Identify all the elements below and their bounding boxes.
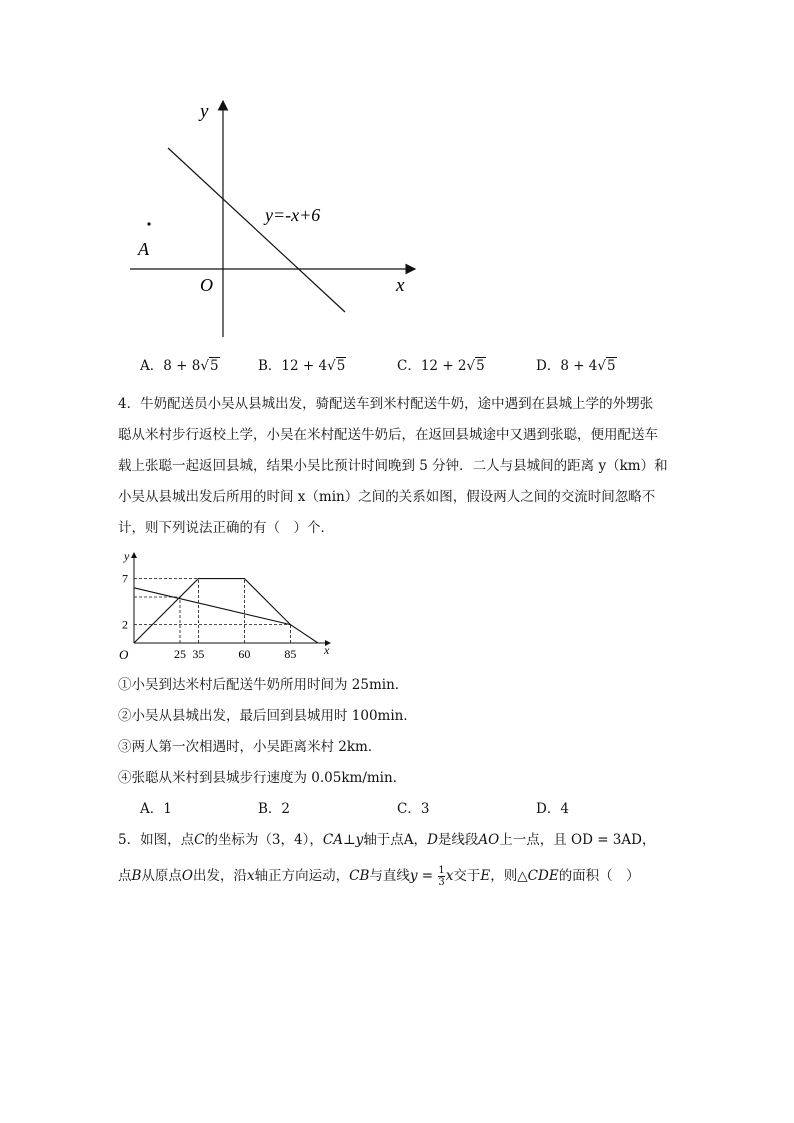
q4-text-line: 聪从米村步行返校上学，小吴在米村配送牛奶后，在返回县城途中又遇到张聪，便用配送车 (118, 427, 658, 443)
chart-origin-label: O (119, 647, 129, 662)
point-a-dot (147, 222, 150, 225)
q4-text-line: 计，则下列说法正确的有（ ）个． (118, 520, 334, 536)
origin-label: O (200, 275, 213, 295)
q4-option-c[interactable]: C．3 (397, 801, 430, 817)
q3-option-c[interactable]: C．12 + 2√5 (397, 358, 485, 374)
x-axis-label: x (396, 275, 405, 296)
sqrt-sign: √ (200, 358, 209, 374)
q5-line-1: 5．如图，点C的坐标为（3，4），CA⊥y轴于点A，D是线段AO上一点，且 OD = 3AD， (118, 832, 656, 848)
point-a-label: A (138, 239, 149, 259)
q3-option-d[interactable]: D．8 + 4√5 (536, 358, 616, 374)
chart-y-label: y (124, 549, 130, 563)
y-tick-7: 7 (122, 571, 128, 586)
x-tick-35: 35 (192, 647, 205, 661)
chart-x-label: x (324, 643, 330, 657)
q4-option-a[interactable]: A．1 (140, 801, 172, 817)
sqrt-sign: √ (466, 358, 476, 374)
sqrt-sign: √ (327, 358, 336, 374)
x-tick-85: 85 (284, 647, 297, 661)
line-y-neg-x-plus-6 (168, 148, 345, 312)
q4-text-line: 载上张聪一起返回县城，结果小吴比预计时间晚到 5 分钟．二人与县城间的距离 y（km）和 (118, 458, 668, 474)
q3-option-a[interactable]: A．8 + 8√5 (140, 358, 219, 374)
q5-line-2: 点B从原点O出发，沿x轴正方向运动，CB与直线y = $\frac{1}{3}$ x交于E，则△CDE的面积（ ） (118, 865, 640, 888)
q4-option-b[interactable]: B．2 (258, 801, 291, 817)
q4-statement-3: ③两人第一次相遇时，小吴距离米村 2km． (118, 739, 382, 755)
q4-statement-2: ②小吴从县城出发，最后回到县城用时 100min． (118, 708, 417, 724)
linear-function-graph (120, 95, 430, 345)
q4-option-d[interactable]: D．4 (536, 801, 569, 817)
q4-text-line: 小吴从县城出发后所用的时间 x（min）之间的关系如图，假设两人之间的交流时间忽略不 (118, 489, 656, 505)
sqrt-sign: √ (597, 358, 607, 374)
x-tick-25: 25 (174, 647, 186, 661)
y-tick-2: 2 (122, 617, 128, 632)
q3-option-b[interactable]: B．12 + 4√5 (258, 358, 346, 374)
line-equation-label: y=-x+6 (265, 205, 321, 225)
x-tick-60: 60 (238, 647, 251, 661)
fraction-one-third: $\frac{1}{3}$ (438, 865, 445, 888)
series-line-1 (134, 579, 318, 643)
distance-time-chart (112, 548, 342, 663)
q4-statement-4: ④张聪从米村到县城步行速度为 0.05km/min． (118, 770, 407, 786)
q4-text-line: 4．牛奶配送员小吴从县城出发，骑配送车到米村配送牛奶，途中遇到在县城上学的外甥张 (118, 396, 654, 412)
q4-statement-1: ①小吴到达米村后配送牛奶所用时间为 25min． (118, 677, 409, 693)
y-axis-label: y (200, 101, 209, 122)
